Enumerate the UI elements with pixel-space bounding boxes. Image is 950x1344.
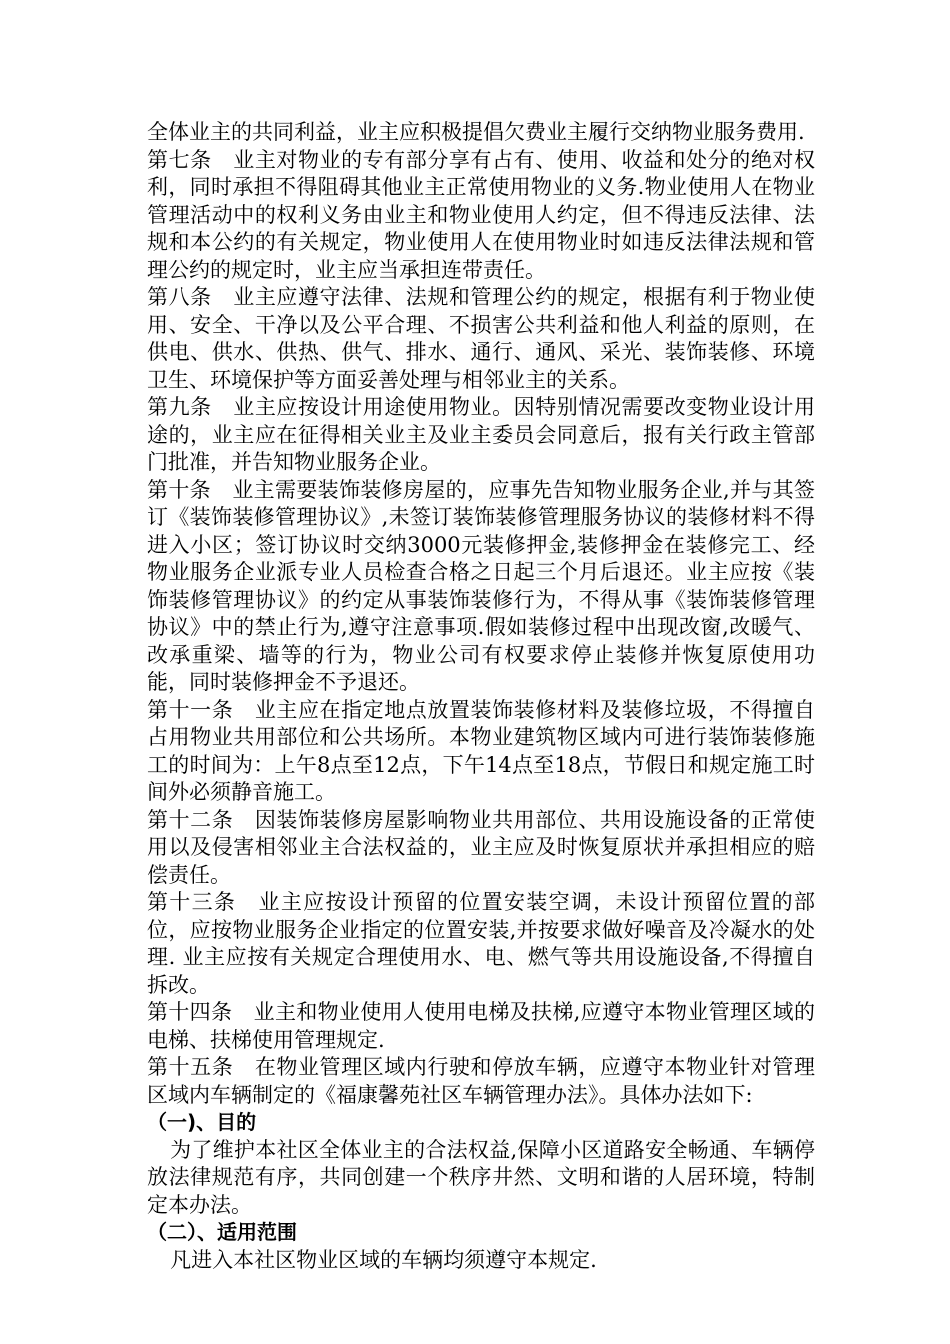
section-heading-purpose: （一)、目的: [147, 1110, 257, 1134]
section-heading-scope: （二）、适用范围: [147, 1220, 297, 1244]
section-text-purpose: 为了维护本社区全体业主的合法权益,保障小区道路安全畅通、车辆停放法律规范有序，共同创建一个秩序井然、文明和谐的人居环境，特制定本办法。: [147, 1137, 815, 1217]
article-12: 第十二条 因装饰装修房屋影响物业共用部位、共用设施设备的正常使用以及侵害相邻业主合法权益的，业主应及时恢复原状并承担相应的赔偿责任。: [147, 807, 815, 887]
article-10: 第十条 业主需要装饰装修房屋的，应事先告知物业服务企业,并与其签订《装饰装修管理协议》,未签订装饰装修管理服务协议的装修材料不得进入小区；签订协议时交纳3000元装修押金,装修押金在装修完工、经物业服务企业派专业人员检查合格之日起三个月后退还。业主应按《装饰装修管理协议》的约定从事装饰装修行为，不得从事《装饰装修管理协议》中的禁止行为,遵守注意事项.假如装修过程中出现改窗,改暖气、改承重梁、墙等的行为，物业公司有权要求停止装修并恢复原使用功能，同时装修押金不予退还。: [147, 477, 815, 694]
article-14: 第十四条 业主和物业使用人使用电梯及扶梯,应遵守本物业管理区域的电梯、扶梯使用管理规定.: [147, 1000, 815, 1052]
article-15: 第十五条 在物业管理区域内行驶和停放车辆，应遵守本物业针对管理区域内车辆制定的《福康馨苑社区车辆管理办法》。具体办法如下:: [147, 1055, 815, 1107]
article-9: 第九条 业主应按设计用途使用物业。因特别情况需要改变物业设计用途的，业主应在征得相关业主及业主委员会同意后，报有关行政主管部门批准，并告知物业服务企业。: [147, 395, 815, 474]
paragraph-continuation: 全体业主的共同利益，业主应积极提倡欠费业主履行交纳物业服务费用.: [147, 120, 805, 144]
article-11: 第十一条 业主应在指定地点放置装饰装修材料及装修垃圾，不得擅自占用物业共用部位和公共场所。本物业建筑物区域内可进行装饰装修施工的时间为：上午8点至12点，下午14点至18点，节假日和规定施工时间外必须静音施工。: [147, 697, 815, 804]
article-8: 第八条 业主应遵守法律、法规和管理公约的规定，根据有利于物业使用、安全、干净以及公平合理、不损害公共利益和他人利益的原则，在供电、供水、供热、供气、排水、通行、通风、采光、装饰装修、环境卫生、环境保护等方面妥善处理与相邻业主的关系。: [147, 285, 815, 392]
document-body: [147, 119, 815, 1274]
article-7: 第七条 业主对物业的专有部分享有占有、使用、收益和处分的绝对权利，同时承担不得阻碍其他业主正常使用物业的义务.物业使用人在物业管理活动中的权利义务由业主和物业使用人约定，但不得违反法律、法规和本公约的有关规定，物业使用人在使用物业时如违反法律法规和管理公约的规定时，业主应当承担连带责任。: [147, 147, 815, 282]
section-text-scope: 凡进入本社区物业区域的车辆均须遵守本规定.: [170, 1247, 597, 1272]
article-13: 第十三条 业主应按设计预留的位置安装空调，未设计预留位置的部位，应按物业服务企业指定的位置安装,并按要求做好噪音及冷凝水的处理. 业主应按有关规定合理使用水、电、燃气等共用设施设备,不得擅自拆改。: [147, 890, 815, 997]
